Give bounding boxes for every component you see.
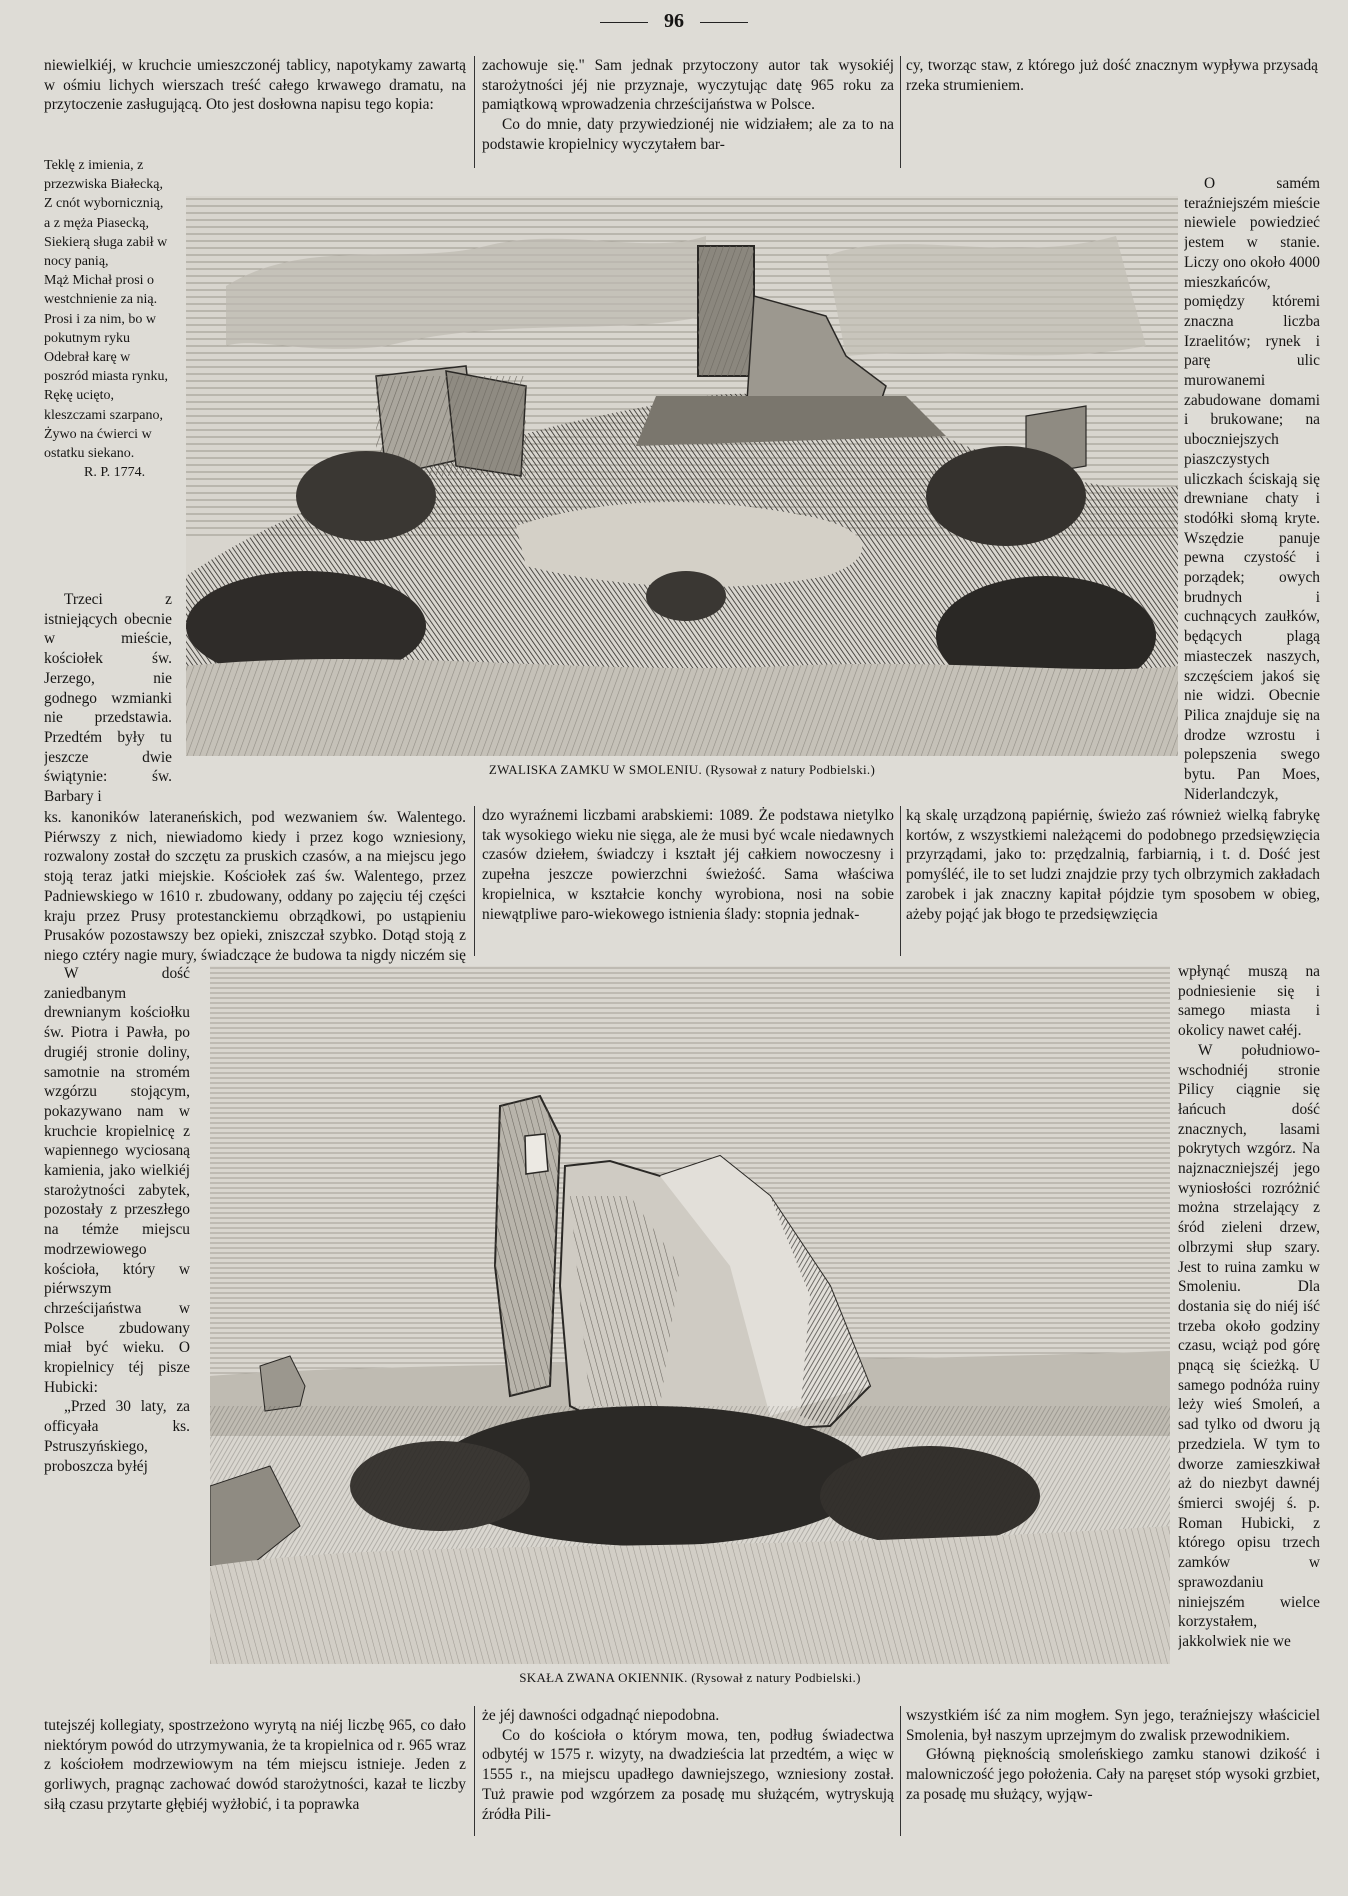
header-rule-right xyxy=(700,22,748,23)
left-bottom-paragraph: tutejszéj kollegiaty, spostrzeżono wyrytą na niéj liczbę 965, co dało niektórym powód do utrzymywania, że ta kropielnica od r. 965 wraz z kościołem modrzewiowym na tém miejscu istnieje. Jeden z gorliwych, pragnąc zachować dowód starożytności, kazał te liczby siłą czasu przytarte głębiéj wyżłobić, i ta poprawka xyxy=(44,1717,466,1813)
verse-line: Siekierą sługa zabił w nocy panią, xyxy=(44,234,168,270)
header-rule-left xyxy=(600,22,648,23)
left-column-intro xyxy=(44,56,466,140)
right-bottom-paragraph-2: Główną pięknością smoleńskiego zamku stanowi dzikość i malowniczość jego położenia. Cały na paręset stóp wysoki grzbiet, za posadę mu służący, wyjąw- xyxy=(906,1746,1320,1803)
column-rule xyxy=(474,806,475,956)
column-rule xyxy=(474,56,475,168)
middle-bottom-paragraph-2: Co do kościoła o którym mowa, ten, podług świadectwa odbytéj w 1575 r. wizyty, na dwadzieścia lat przedtém, a więc w 1555 r., na miejscu upadłego dawniejszego, wzniesiony został. Tuż prawie pod wzgórzem za posadę mu służącém, wytryskują źródła Pili- xyxy=(482,1726,894,1823)
verse-line: Żywo na ćwierci w ostatku siekano. xyxy=(44,426,152,462)
verse-line: Prosi i za nim, bo w pokutnym ryku xyxy=(44,311,156,346)
castle-ruins-engraving-icon xyxy=(186,196,1178,756)
right-column-middle xyxy=(906,806,1320,960)
left-main-paragraph: ks. kanoników lateraneńskich, pod wezwaniem św. Walentego. Piérwszy z nich, niewiadomo kiedy i przez kogo wzniesiony, rozwalony został do szczętu za pruskich czasów, a na miejscu jego stoją teraz jatki miejskie. Kościołek zaś św. Walentego, przez Padniewskiego w 1610 r. zbudowany, oddany po zajęciu téj części kraju przez Prusy protestanckiemu obrządkowi, po ustąpieniu Prusaków pozostawszy bez opieki, zniszczał szybko. Dotąd stoją z niego cztéry nagie mury, świadczące że budowa ta nigdy niczém się xyxy=(44,809,466,964)
left-intro-paragraph: niewielkiéj, w kruchcie umieszczonéj tablicy, napotykamy zawartą w ośmiu lichych wierszach treść całego krwawego dramatu, na przytoczenie zasługującą. Oto jest dosłowna napisu tego kopia: xyxy=(44,57,466,114)
middle-top-paragraph-2: Co do mnie, daty przywiedzionéj nie widziałem; ale za to na podstawie kropielnicy wyczytałem bar- xyxy=(482,116,894,153)
castle-illustration xyxy=(186,196,1178,756)
middle-middle-paragraph: dzo wyraźnemi liczbami arabskiemi: 1089. Że podstawa nietylko tak wysokiego wieku nie sięga, ale że musi być wcale niedawnych czasów dziełem, świadczy i kształt jéj całkiem nowoczesny i zupełna jeszcze powierzchni świeżość. Sama właściwa kropielnica, w kształcie konchy wyrobiona, nosi na sobie niewątpliwe paro-wiekowego istnienia ślady: stopnia jednak- xyxy=(482,807,894,923)
castle-caption: ZWALISKA ZAMKU W SMOLENIU. (Rysował z natury Podbielski.) xyxy=(488,762,876,777)
column-rule xyxy=(900,1706,901,1836)
column-rule xyxy=(900,806,901,956)
right-lower-paragraph-2: W południowo-wschodniéj stronie Pilicy ciągnie się łańcuch dość znacznych, lasami pokrytych wzgórz. Na najznaczniejszéj jego wyniosłości rozróżnić można strzelający z śród zieleni drzew, olbrzymi słup szary. Jest to ruina zamku w Smoleniu. Dla dostania się do niéj iść trzeba około godziny czasu, wciąż pod górę pnącą się ścieżką. U samego podnóża ruiny leży wieś Smoleń, a sad tylko od dworu ją przedziela. W tym to dworze zamieszkiwał aż do niezbyt dawnéj śmierci swojéj ś. p. Roman Hubicki, z którego opisu trzech zamków w sprawozdaniu niniejszém wielce korzystałem, jakkolwiek nie we xyxy=(1178,1041,1320,1650)
rock-caption: SKAŁA ZWANA OKIENNIK. (Rysował z natury Podbielski.) xyxy=(519,1670,861,1685)
rock-illustration xyxy=(210,966,1170,1664)
left-column-main xyxy=(44,808,466,964)
rock-okiennik-engraving-icon xyxy=(210,966,1170,1664)
left-quote-paragraph: „Przed 30 laty, za officyała ks. Pstruszyńskiego, proboszcza byłéj xyxy=(44,1398,190,1475)
right-bottom-paragraph: wszystkiém iść za nim mogłem. Syn jego, teraźniejszy właściciel Smolenia, był naszym uprzejmym do zwalisk przewodnikiem. xyxy=(906,1707,1320,1744)
page-number: 96 xyxy=(664,10,684,32)
column-rule xyxy=(900,56,901,168)
left-column-bottom xyxy=(44,1716,466,1836)
verse-line: Z cnót wybornicznią, a z męża Piasecką, xyxy=(44,196,164,231)
verse-line: Odebrał karę w poszród miasta rynku, xyxy=(44,350,169,385)
middle-column-bottom xyxy=(482,1706,894,1846)
right-column-top xyxy=(906,56,1318,178)
right-middle-paragraph: ką skalę urządzoną papiérnię, świeżo zaś również wielką fabrykę kortów, z wszystkiemi należącemi do podobnego przedsięwzięcia przyrządami, jako to: przędzalnią, farbiarnią, i t. d. Dość jest pomyśléć, ile to set ludzi znajdzie przy tych olbrzymich zakładach zarobek i jak znaczny kapitał pójdzie tym sposobem w obieg, ażeby pojąć jak błogo te przedsięwzięcia xyxy=(906,807,1320,923)
left-lower-paragraph: W dość zaniedbanym drewnianym kościołku św. Piotra i Pawła, po drugiéj stronie doliny, samotnie na stromém wzgórzu stojącym, pokazywano nam w kruchcie kropielnicę z wapiennego wyciosaną kamienia, jako wielkiéj starożytności zabytek, pozostały z przeszłego na témże miejscu modrzewiowego kościoła, który w piérwszym chrześcijaństwa w Polsce zbudowany miał być wieku. O kropielnicy téj pisze Hubicki: xyxy=(44,965,190,1396)
middle-top-paragraph: zachowuje się." Sam jednak przytoczony autor tak wysokiéj starożytności jéj nie przyznaje, wyczytując datę 965 roku za pamiątkową wprowadzenia chrześcijaństwa w Polsce. xyxy=(482,57,894,114)
right-narrow-paragraph: O samém teraźniejszém mieście niewiele powiedzieć jestem w stanie. Liczy ono około 4000 mieszkańców, pomiędzy któremi znaczna liczba Izraelitów; rynek i parę ulic murowanemi zabudowane domami i brukowane; na uboczniejszych piaszczystych uliczkach ściskają się drewniane chaty i stodółki słomą kryte. Wszędzie panuje pewna czystość i porządek; owych brudnych i cuchnących zaułków, będących plagą miasteczek naszych, szczęściem jakoś się nie widzi. Obecnie Pilica znajduje się na drodze wzrostu i polepszenia swego bytu. Pan Moes, Niderlandczyk, xyxy=(1184,175,1320,803)
left-middle-paragraph: Trzeci z istniejących obecnie w mieście, kościołek św. Jerzego, nie godnego wzmianki nie przedstawia. Przedtém były tu jeszcze dwie świątynie: św. Barbary i xyxy=(44,591,172,806)
right-column-narrow xyxy=(1184,174,1320,806)
left-column-lower xyxy=(44,964,190,1706)
right-lower-paragraph: wpłynąć muszą na podniesienie się i samego miasta i okolicy nawet całéj. xyxy=(1178,963,1320,1040)
verse-signature: R. P. 1774. xyxy=(84,465,146,481)
right-column-lower xyxy=(1178,962,1320,1710)
middle-column-middle xyxy=(482,806,894,960)
verse-line: Mąż Michał prosi o westchnienie za nią. xyxy=(44,273,158,308)
right-column-bottom xyxy=(906,1706,1320,1846)
verse-line: Teklę z imienia, z przezwiska Białecką, xyxy=(44,158,163,193)
left-column-middle xyxy=(44,590,172,808)
epitaph-verse xyxy=(44,156,170,580)
verse-line: Rękę ucięto, kleszczami szarpano, xyxy=(44,388,163,423)
page-number-header xyxy=(0,10,1348,33)
column-rule xyxy=(474,1706,475,1836)
middle-bottom-paragraph: że jéj dawności odgadnąć niepodobna. xyxy=(482,1707,720,1724)
right-top-paragraph: cy, tworząc staw, z którego już dość znacznym wypływa przysadą rzeka strumieniem. xyxy=(906,57,1318,94)
